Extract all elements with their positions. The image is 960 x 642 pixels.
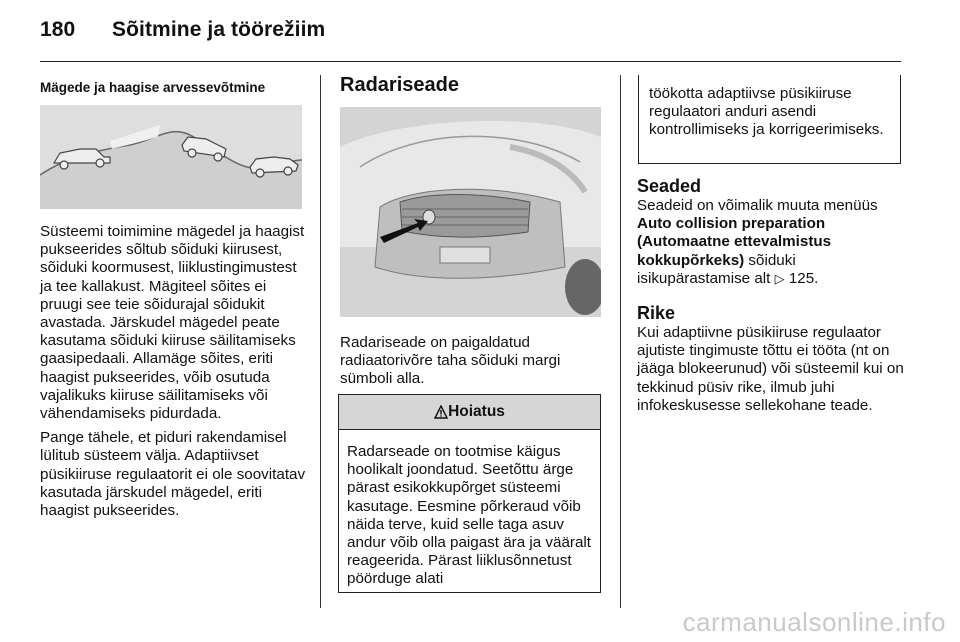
header-rule xyxy=(40,61,901,62)
settings-heading: Seaded xyxy=(637,176,702,196)
page-title: Sõitmine ja töörežiim xyxy=(112,18,326,41)
settings-after: sõiduki isikupärastamise alt xyxy=(637,251,796,287)
section-subheading: Mägede ja haagise arvessevõtmine xyxy=(40,80,266,95)
section-heading: Radariseade xyxy=(340,74,459,96)
fault-paragraph: Kui adaptiivne püsikiiruse regulaator ajutiste tingimuste tõttu ei tööta (nt on jääga blokeerunud) või süsteemil kui on tekkinud püsiv rike, ilmub juhi infokeskusesse sellekohane teade. xyxy=(637,324,904,414)
warning-text: Radarseade on tootmise käigus hoolikalt joondatud. Seetõttu ärge pärast esikokkupõrget süsteemi kasutage. Eesmine põrkeraud võib näida terve, kuid selle taga asuv andur võib olla paigast ära ja vääralt reageerida. Pärast liiklusõnnetust pöörduge alati xyxy=(347,443,591,588)
column-divider xyxy=(620,75,621,608)
car-front-radar-illustration xyxy=(340,107,601,317)
page-reference-arrow-icon: ▷ xyxy=(774,270,785,286)
cars-on-hills-illustration xyxy=(40,105,302,209)
warning-header xyxy=(339,394,600,430)
column-3 xyxy=(637,175,907,421)
warning-text-continued: töökotta adaptiivse püsikiiruse regulaatori anduri asendi kontrollimiseks ja korrigeerimiseks. xyxy=(649,85,884,139)
fault-heading: Rike xyxy=(637,303,676,324)
settings-intro: Seadeid on võimalik muuta menüüs xyxy=(637,197,878,214)
settings-paragraph xyxy=(637,197,907,288)
page-header xyxy=(40,18,325,42)
column-2 xyxy=(340,76,604,94)
watermark: carmanualsonline.info xyxy=(682,607,946,637)
cars-on-hills-icon xyxy=(40,105,302,209)
column-1-text xyxy=(40,223,308,526)
paragraph: Radariseade on paigaldatud radiaatorivõre taha sõiduki margi sümboli alla. xyxy=(340,334,561,388)
page-number: 180 xyxy=(40,18,76,41)
page-reference: 125. xyxy=(788,269,819,287)
paragraph: Süsteemi toimimine mägedel ja haagist pukseerides sõltub sõiduki kiirusest, sõiduki koormusest, liiklustingimustest ja tee kallakust. Mägiteel sõites ei pruugi see teie sõidurajal sõidukit avastada. Järskudel mägedel peate kasutama sõiduki kiiruse säilitamiseks gaasipedaali. Allamäge sõites, eriti haagist pukseerides, võib osutuda vajalikuks kiiruse säilitamiseks või vähendamiseks pidurdada. xyxy=(40,223,305,423)
warning-box xyxy=(338,394,601,593)
column-2-text xyxy=(340,334,604,395)
warning-title: Hoiatus xyxy=(448,403,505,420)
warning-box-continued xyxy=(638,75,901,164)
paragraph: Pange tähele, et piduri rakendamisel lülitub süsteem välja. Adaptiivset püsikiiruse regulaatorit ei ole soovitatav kasutada järskudel mägedel, eriti haagist pukseerides. xyxy=(40,429,306,520)
column-divider xyxy=(320,75,321,608)
car-front-radar-icon xyxy=(340,107,601,317)
menu-item-name: Auto collision preparation (Automaatne ettevalmistus kokkupõrkeks) xyxy=(637,215,832,269)
warning-triangle-icon xyxy=(434,405,448,419)
